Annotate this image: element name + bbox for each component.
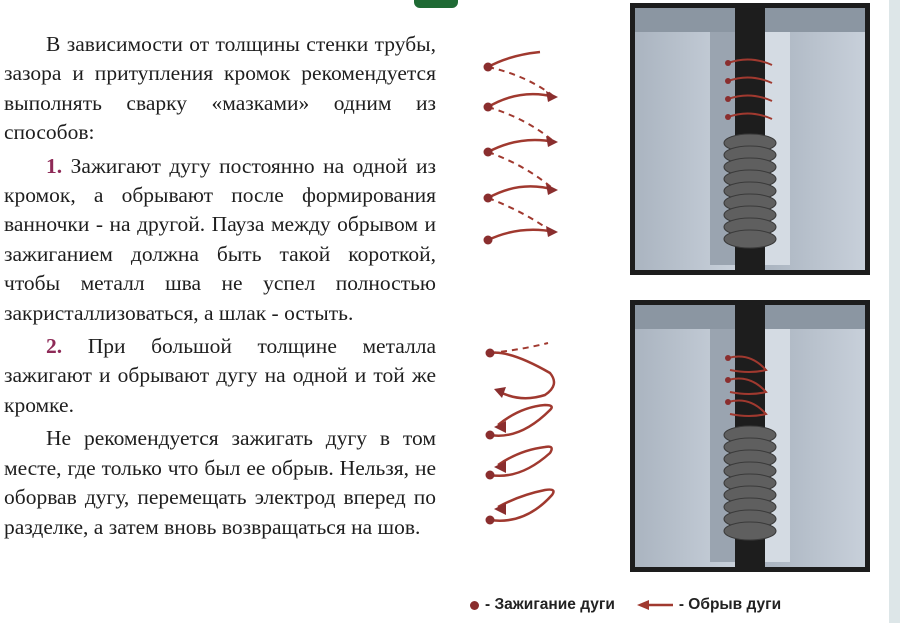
- intro-text: В зависимости от толщины стенки трубы, зазора и притупления кромок рекомендуется выполнять сварку «мазками» одним из способов:: [4, 32, 436, 145]
- page-tab: [414, 0, 458, 8]
- method-1-paragraph: [0, 152, 436, 328]
- method-1-arc-diagram: [470, 40, 580, 250]
- arrow-left-icon: [637, 599, 675, 611]
- weld-joint-top: [630, 3, 870, 275]
- method-2-paragraph: [0, 332, 436, 420]
- method-2-number: 2.: [46, 334, 63, 359]
- warning-text: Не рекомендуется зажигать дугу в том месте, где только что был ее обрыв. Нельзя, не оборвав дугу, перемещать электрод вперед по разделке, а затем вновь возвращаться на шов.: [4, 426, 436, 539]
- warning-paragraph: [0, 424, 436, 542]
- method-1-text: Зажигают дугу постоянно на одной из кромок, а обрывают после формирования ванночки - на другой. Пауза между обрывом и зажиганием должна быть такой короткой, чтобы металл шва не успел полностью закристаллизоваться, а шлак - остыть.: [4, 153, 436, 325]
- dot-icon: [470, 601, 479, 610]
- legend: [470, 592, 890, 618]
- legend-break-label: - Обрыв дуги: [678, 596, 782, 613]
- method-2-text: При большой толщине металла зажигают и обрывают дугу на одной и той же кромке.: [4, 334, 436, 417]
- legend-ignition-label: - Зажигание дуги: [485, 596, 615, 613]
- method-1-number: 1.: [46, 153, 63, 178]
- weld-joint-bottom: [630, 300, 870, 572]
- page-edge: [889, 0, 900, 623]
- method-2-arc-diagram: [470, 335, 580, 535]
- intro-paragraph: [0, 30, 436, 148]
- article-text: [0, 30, 436, 542]
